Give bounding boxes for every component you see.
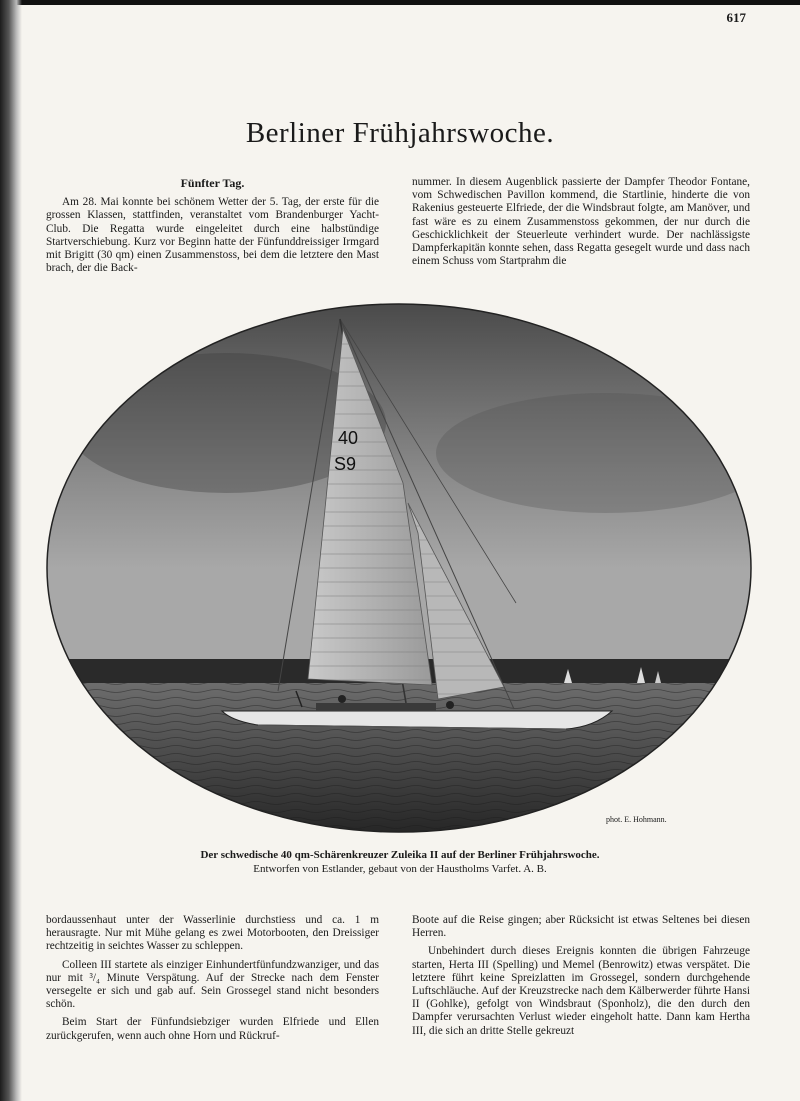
sail-number-top: 40 <box>338 428 359 448</box>
paragraph: Am 28. Mai konnte bei schönem Wetter der 5. Tag, der erste für die grossen Klassen, stattfinden, veranstaltet vom Brandenburger Yacht-Club. Die Regatta wurde eingeleitet durch eine halbstündige Startverschiebung. Kurz vor Beginn hatte der Fünfunddreissiger Irmgard mit Brigitt (30 qm) einen Zusammenstoss, bei dem die letztere den Mast brach, der die Back- <box>46 196 379 275</box>
photo-credit: phot. E. Hohmann. <box>606 815 667 824</box>
paragraph: Unbehindert durch dieses Ereignis konnten die übrigen Fahrzeuge starten, Herta III (Spelling) und Memel (Benrowitz) etwas verspätet. Die letztere führt keine Spreizlatten im Grossegel, sondern durchgehende Luftschläuche. Auf der Kreuzstrecke nach dem Kälberwerder führte Hansi II (Gohlke), gefolgt von Windsbraut (Sponholz), die den durch den Dampfer verursachten Verlust wieder eingeholt hatte. Dann kam Hertha III, die sich an dritte Stelle gekreuzt <box>412 945 750 1037</box>
paragraph: Beim Start der Fünfundsiebziger wurden Elfriede und Ellen zurückgerufen, wenn auch ohne Horn und Rückruf- <box>46 1016 379 1042</box>
paragraph: nummer. In diesem Augenblick passierte der Dampfer Theodor Fontane, vom Schwedischen Pavillon kommend, die Startlinie, hinderte die von Rakenius gesteuerte Elfriede, der die Windsbraut folgte, am Manöver, und fast wäre es zu einem Zusammenstoss gekommen, der nur durch die Geschicklichkeit der Steuerleute verhindert wurde. Der nachlässigste Dampferkapitän konnte sehen, dass Regatta gesegelt wurde und dass nach einem Schuss vom Startprahm die <box>412 176 750 268</box>
paragraph: Boote auf die Reise gingen; aber Rücksicht ist etwas Seltenes bei diesen Herren. <box>412 914 750 940</box>
article-title: Berliner Frühjahrswoche. <box>245 117 555 149</box>
paragraph: bordaussenhaut unter der Wasserlinie durchstiess und ca. 1 m herausragte. Nur mit Mühe gelang es zwei Motorbooten, den Dreissiger rechtzeitig in seichtes Wasser zu schleppen. <box>46 914 379 953</box>
caption-main: Der schwedische 40 qm-Schärenkreuzer Zuleika II auf der Berliner Frühjahrswoche. <box>200 849 600 861</box>
caption-sub: Entworfen von Estlander, gebaut von der Haustholms Varfet. A. B. <box>253 863 547 875</box>
page-number: 617 <box>726 10 746 25</box>
paragraph: Colleen III startete als einziger Einhundertfünfundzwanziger, und das nur mit ³/₄ Minute Verspätung. Auf der Strecke nach dem Fenster versegelte er sich und gab auf. Sein Grossegel stand nicht besonders schön. <box>46 958 379 1011</box>
section-heading: Fünfter Tag. <box>180 176 245 190</box>
top-left-column <box>46 177 379 275</box>
photo-caption <box>0 848 800 876</box>
sailboat-photo <box>46 303 752 833</box>
sail-number-bottom: S9 <box>334 454 357 474</box>
bottom-left-column <box>46 914 379 1043</box>
top-right-column <box>412 176 750 268</box>
bottom-right-column <box>412 914 750 1038</box>
scan-binding-edge <box>0 0 22 1101</box>
page-top-edge <box>0 0 800 5</box>
